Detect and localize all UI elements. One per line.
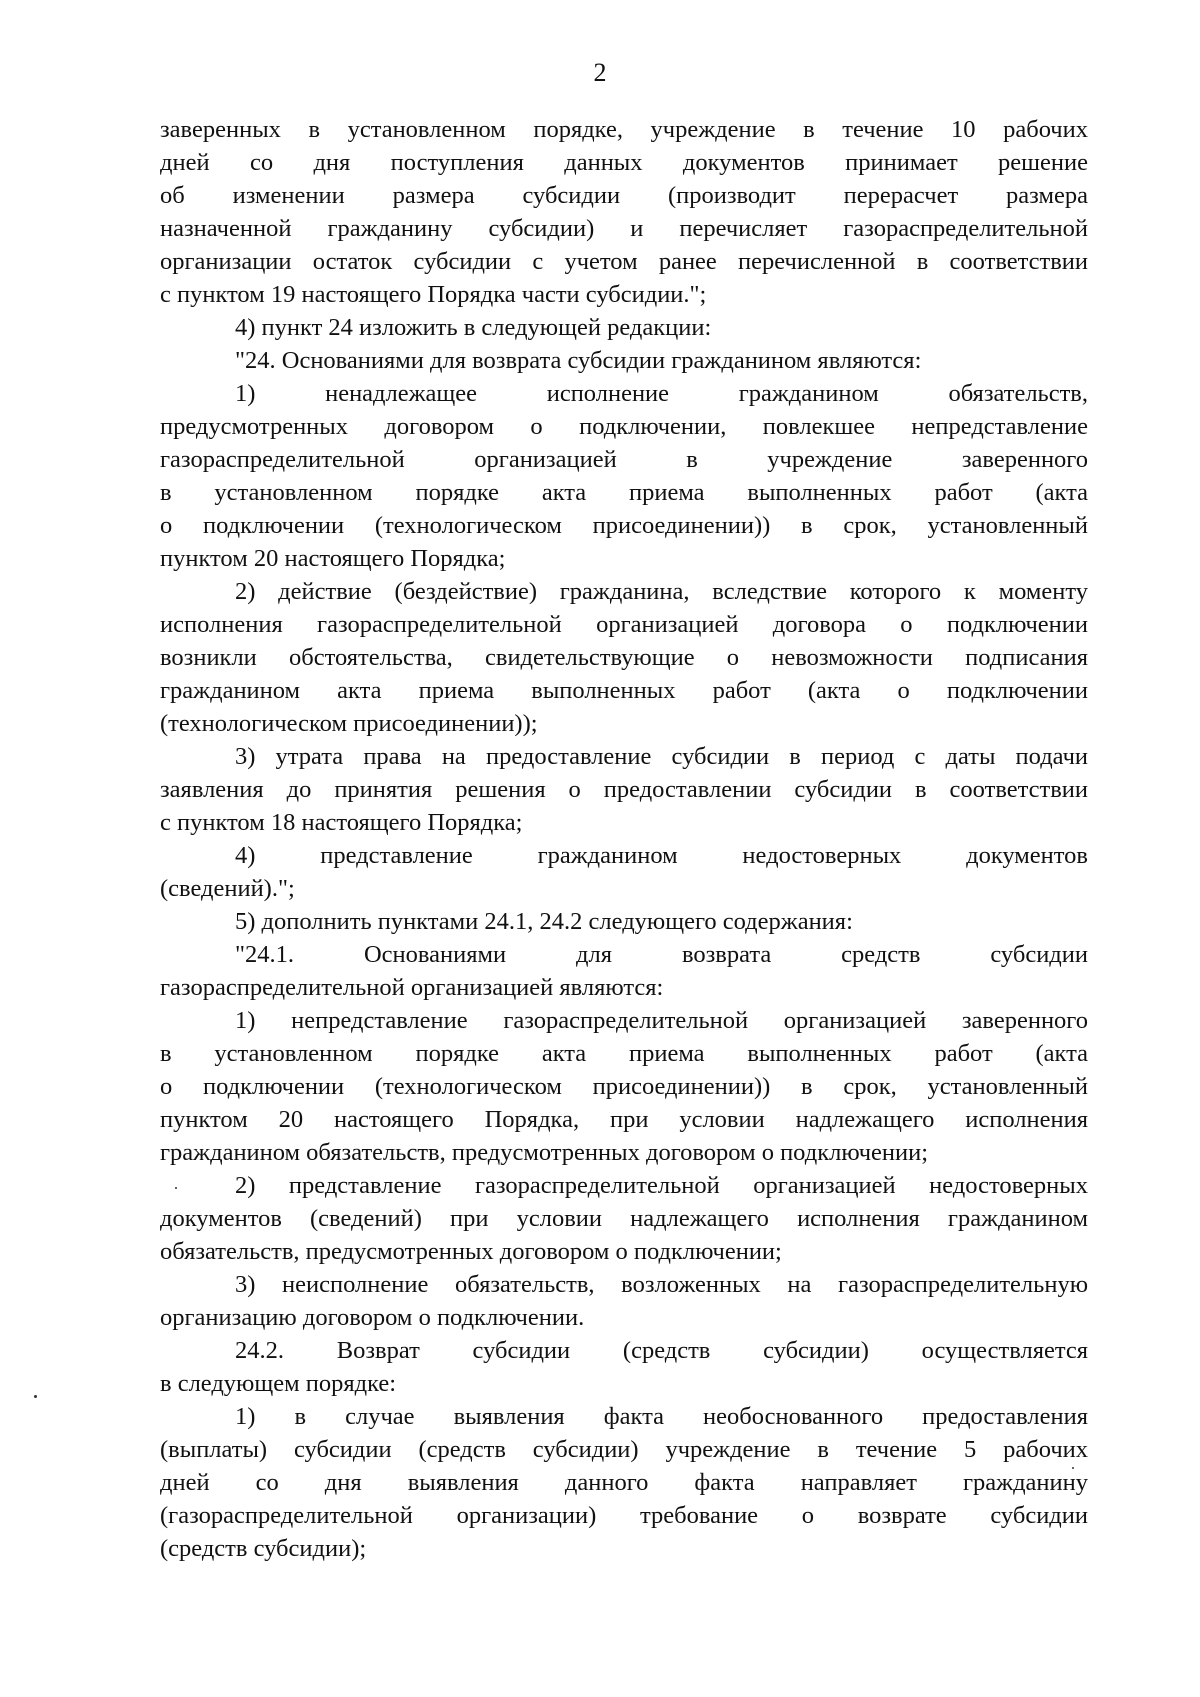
text-line: 1) непредставление газораспределительной организацией заверенного bbox=[235, 1007, 1088, 1034]
text-line: исполнения газораспределительной организацией договора о подключении bbox=[160, 611, 1088, 638]
paragraph bbox=[160, 905, 1088, 938]
text-line: 4) пункт 24 изложить в следующей редакции: bbox=[235, 314, 712, 341]
text-line: о подключении (технологическом присоединении)) в срок, установленный bbox=[160, 1073, 1088, 1100]
text-line: в установленном порядке акта приема выполненных работ (акта bbox=[160, 1040, 1088, 1067]
text-line: в установленном порядке акта приема выполненных работ (акта bbox=[160, 479, 1088, 506]
page-number: 2 bbox=[593, 58, 607, 87]
text-line: дней со дня поступления данных документов принимает решение bbox=[160, 149, 1088, 176]
paragraph bbox=[160, 839, 1088, 905]
text-line: 24.2. Возврат субсидии (средств субсидии) осуществляется bbox=[235, 1337, 1088, 1364]
text-line: с пунктом 18 настоящего Порядка; bbox=[160, 809, 523, 836]
text-line: о подключении (технологическом присоединении)) в срок, установленный bbox=[160, 512, 1088, 539]
text-line: обязательств, предусмотренных договором о подключении; bbox=[160, 1238, 782, 1265]
text-line: предусмотренных договором о подключении, повлекшее непредставление bbox=[160, 413, 1088, 440]
paragraph bbox=[160, 377, 1088, 575]
text-line: газораспределительной организацией являются: bbox=[160, 974, 664, 1001]
text-line: 3) неисполнение обязательств, возложенных на газораспределительную bbox=[235, 1271, 1088, 1298]
text-line: в следующем порядке: bbox=[160, 1370, 397, 1397]
text-line: заверенных в установленном порядке, учреждение в течение 10 рабочих bbox=[160, 116, 1088, 143]
paragraph bbox=[160, 575, 1088, 740]
paragraph bbox=[160, 1400, 1088, 1565]
paragraph bbox=[160, 1268, 1088, 1334]
text-line: организации остаток субсидии с учетом ранее перечисленной в соответствии bbox=[160, 248, 1088, 275]
text-line: гражданином акта приема выполненных работ (акта о подключении bbox=[160, 677, 1088, 704]
paragraph bbox=[160, 344, 1088, 377]
scan-speck bbox=[34, 1395, 37, 1398]
paragraph bbox=[160, 1334, 1088, 1400]
text-line: с пунктом 19 настоящего Порядка части субсидии."; bbox=[160, 281, 707, 308]
text-line: "24. Основаниями для возврата субсидии гражданином являются: bbox=[235, 347, 922, 374]
paragraph bbox=[160, 113, 1088, 311]
text-line: документов (сведений) при условии надлежащего исполнения гражданином bbox=[160, 1205, 1088, 1232]
text-line: пунктом 20 настоящего Порядка, при условии надлежащего исполнения bbox=[160, 1106, 1088, 1133]
paragraph bbox=[160, 1004, 1088, 1169]
text-line: 1) в случае выявления факта необоснованного предоставления bbox=[235, 1403, 1088, 1430]
scan-speck bbox=[175, 1187, 177, 1189]
text-line: "24.1. Основаниями для возврата средств субсидии bbox=[235, 941, 1088, 968]
text-line: 1) ненадлежащее исполнение гражданином обязательств, bbox=[235, 380, 1088, 407]
scan-speck bbox=[1072, 1467, 1074, 1469]
text-line: 3) утрата права на предоставление субсидии в период с даты подачи bbox=[235, 743, 1088, 770]
text-line: газораспределительной организацией в учреждение заверенного bbox=[160, 446, 1088, 473]
text-line: заявления до принятия решения о предоставлении субсидии в соответствии bbox=[160, 776, 1088, 803]
text-line: 5) дополнить пунктами 24.1, 24.2 следующего содержания: bbox=[235, 908, 853, 935]
document-body bbox=[160, 113, 1088, 1565]
text-line: пунктом 20 настоящего Порядка; bbox=[160, 545, 506, 572]
text-line: назначенной гражданину субсидии) и перечисляет газораспределительной bbox=[160, 215, 1088, 242]
text-line: (сведений)."; bbox=[160, 875, 295, 902]
text-line: возникли обстоятельства, свидетельствующие о невозможности подписания bbox=[160, 644, 1088, 671]
text-line: 2) действие (бездействие) гражданина, вследствие которого к моменту bbox=[235, 578, 1088, 605]
paragraph bbox=[160, 1169, 1088, 1268]
paragraph bbox=[160, 311, 1088, 344]
text-line: 2) представление газораспределительной организацией недостоверных bbox=[235, 1172, 1088, 1199]
text-line: (технологическом присоединении)); bbox=[160, 710, 538, 737]
text-line: 4) представление гражданином недостоверных документов bbox=[235, 842, 1088, 869]
paragraph bbox=[160, 938, 1088, 1004]
text-line: (газораспределительной организации) требование о возврате субсидии bbox=[160, 1502, 1088, 1529]
text-line: организацию договором о подключении. bbox=[160, 1304, 585, 1331]
text-line: (средств субсидии); bbox=[160, 1535, 367, 1562]
text-line: гражданином обязательств, предусмотренных договором о подключении; bbox=[160, 1139, 929, 1166]
text-line: дней со дня выявления данного факта направляет гражданину bbox=[160, 1469, 1088, 1496]
text-line: об изменении размера субсидии (производит перерасчет размера bbox=[160, 182, 1088, 209]
text-line: (выплаты) субсидии (средств субсидии) учреждение в течение 5 рабочих bbox=[160, 1436, 1088, 1463]
paragraph bbox=[160, 740, 1088, 839]
